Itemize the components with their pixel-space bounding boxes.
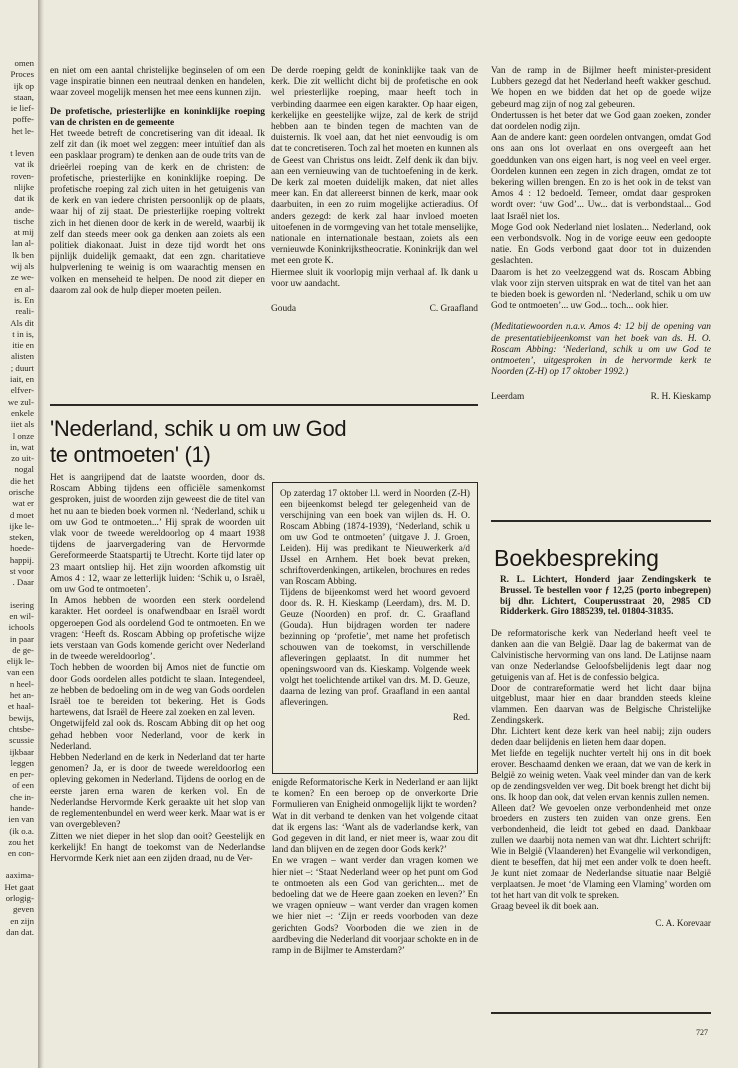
strip-fragment: ijkbaar — [9, 746, 34, 757]
col2-signature-name: C. Graafland — [429, 304, 478, 315]
article-a-para-3: Toch hebben de woorden bij Amos niet de functie om door Gods oordelen alles potdicht te slaan. Integendeel, ze hebben de bedoeling om in de weg van Gods oordelen Israël toe te bereiden tot bekering. Het is Gods hartewens, dat Israël de Heere zal zoeken en zal leven. — [50, 663, 265, 719]
strip-fragment — [0, 137, 34, 148]
article-column-a — [50, 473, 265, 1028]
strip-fragment: poffe- — [12, 114, 34, 125]
article-a-para-6: Zitten we niet dieper in het slop dan ooit? Geestelijk en kerkelijk! En hangt de toekomst van de Nederlandse Hervormde Kerk niet aan een zijden draad, nu de Ver- — [50, 831, 265, 864]
strip-fragment: bewijs, — [8, 712, 34, 723]
review-column — [491, 628, 711, 1008]
strip-fragment: elijk le- — [6, 656, 34, 667]
strip-fragment: aaxima- — [5, 870, 34, 881]
strip-fragment: Proces — [10, 69, 34, 80]
strip-fragment: at mij — [13, 227, 34, 238]
strip-fragment: d moet — [9, 509, 34, 520]
article-b-para-2: Wat in dit verband te denken van het volgende citaat dat ik ergens las: ‘Want als de vaderlandse kerk, van God gegeven in dit land, er niet meer is, waar zou dit land dan blijven en de zegen door Gods kerk?’ — [272, 811, 478, 856]
strip-fragment: chtsbe- — [8, 723, 34, 734]
strip-fragment — [0, 859, 34, 870]
strip-fragment: scussie — [9, 735, 34, 746]
strip-fragment: en con- — [7, 848, 34, 859]
column-1 — [50, 66, 265, 402]
article-divider — [50, 404, 478, 406]
page-number: 727 — [696, 1028, 708, 1037]
strip-fragment: het an- — [9, 690, 34, 701]
col3-signature-name: R. H. Kieskamp — [650, 392, 711, 403]
strip-fragment: alisten — [11, 351, 34, 362]
strip-fragment: we zul- — [7, 396, 34, 407]
strip-fragment: isering — [10, 599, 34, 610]
strip-fragment: omen — [14, 58, 34, 68]
article-b-para-3: En we vragen – want verder dan vragen komen we hier niet –: ‘Staat Nederland weer op het punt om God te ontmoeten als een God van gerichten... met de bedoeling dat we de Heere gaan zoeken en leven?’ En we vragen opnieuw – want verder dan vragen komen we hier niet –: ‘Zijn er reeds voorboden van deze gerichten Gods? Voorboden die we zien in de aardbeving die Nederland dit voorjaar schokte en in de ramp in de Bijlmer te Amsterdam?’ — [272, 856, 478, 957]
col1-paragraph-1: en niet om een aantal christelijke beginselen of om een vage inspiratie binnen een neutraal denken en handelen, waar zoveel mogelijk mensen het mee eens kunnen zijn. — [50, 66, 265, 99]
article-body-b — [272, 778, 478, 957]
col3-paragraph-5: Daarom is het zo veelzeggend wat ds. Roscam Abbing vlak voor zijn sterven uitsprak en wat de titel van het aan te bieden boek is geworden nl. ‘Nederland, schik u om uw God te ontmoeten’... uw God... toch... ook hier. — [491, 267, 711, 312]
intro-box-paragraph-1: Op zaterdag 17 oktober l.l. werd in Noorden (Z-H) een bijeenkomst belegd ter gelegenheid van de verschijning van een boek van wijlen ds. H. O. Roscam Abbing (1874-1939), ‘Nederland, schik u om uw God te ontmoeten’ (uitgave J. J. Groen, Leiden). Hij was predikant te Nieuwerkerk a/d IJssel en Arnhem. Het boek bevat preken, schriftoverdenkingen, artikelen, brochures en redes van Roscam Abbing. — [280, 488, 470, 586]
strip-fragment: l onze — [12, 430, 34, 441]
review-para-2: Door de contrareformatie werd het licht daar bijna uitgeblust, maar hier en daar brandden steeds kleine vlammen. Een daarvan was de Belgische Christelijke Zendingskerk. — [491, 682, 711, 726]
col2-signature — [271, 304, 478, 315]
strip-fragment: steken, — [9, 532, 34, 543]
strip-fragment: en per- — [9, 769, 34, 780]
review-divider — [491, 520, 711, 522]
review-bottom-rule — [491, 1012, 711, 1014]
strip-fragment: dat ik — [14, 193, 34, 204]
strip-fragment: vat ik — [14, 159, 34, 170]
article-b-para-1: enigde Reformatorische Kerk in Nederland er aan lijkt te komen? En een beroep op de onverkorte Drie Formulieren van Enigheid onmogelijk lijkt te worden? — [272, 778, 478, 811]
strip-fragment — [0, 589, 34, 600]
col3-paragraph-3: Aan de andere kant: geen oordelen ontvangen, omdat God ons aan ons lot overlaat en ons overgeeft aan het goeddunken van ons eigen hart, is nog veel en veel erger. Oordelen kunnen een zegen in zich dragen, omdat ze tot bekering willen brengen. En zo is het ook in de tekst van Amos 4 : 12 bedoeld. Temeer, omdat daar gesproken wordt over: ‘uw God’... Uw... dat is verbondstaal... God laat Israël niet los. — [491, 133, 711, 222]
col3-paragraph-1: Van de ramp in de Bijlmer heeft minister-president Lubbers gezegd dat het Nederland heeft wakker geschud. We hopen en we bidden dat het op de goede wijze gebeurd mag zijn of nog zal gebeuren. — [491, 66, 711, 110]
strip-fragment: tische — [13, 215, 34, 226]
strip-fragment: leggen — [10, 757, 34, 768]
strip-fragment: roven- — [11, 170, 34, 181]
col2-paragraph-1: De derde roeping geldt de koninklijke taak van de kerk. Die zit wellicht dicht bij de profetische en ook wel priesterlijke roeping, maar heeft toch in verbinding daarmee een eigen karakter. Op haar eigen, kerkelijke en geestelijke wijze, zal de kerk de strijd hebben aan te binden tegen de machten van de duisternis. Ik voel aan, dat het niet eenvoudig is om dat te concretiseren. Toch zal het moeten en kunnen als de Geest van Christus ons leidt. Zelf denk ik dan bijv. aan een vernieuwing van de tuchtoefening in de kerk. De kerk zal moeten duidelijk maken, dat niet alles meer kan. En dat allereerst binnen de kerk, maar ook daarbuiten, in een zo ruim mogelijke actieradius. Of anders gezegd: de kerk zal haar invloed moeten uitoefenen in de vormgeving van het totale menselijke, nationale en internationale bestaan, zoiets als een vernieuwde Koninkrijkstheocratie. Koninkrijk dan wel met een grote K. — [271, 66, 478, 267]
review-para-6: Graag beveel ik dit boek aan. — [491, 900, 599, 911]
page-fold-shadow — [38, 0, 44, 1068]
strip-fragment: en zijn — [10, 915, 34, 926]
strip-fragment: van een — [6, 667, 34, 678]
strip-fragment: et haal- — [7, 701, 34, 712]
article-headline: 'Nederland, schik u om uw God te ontmoeten' (1) — [50, 416, 347, 467]
strip-fragment: Als dit — [10, 317, 34, 328]
strip-fragment: iait, en — [10, 374, 34, 385]
strip-fragment: nogal — [14, 464, 34, 475]
strip-fragment: che in- — [9, 791, 34, 802]
strip-fragment: zou het — [8, 836, 34, 847]
review-header — [500, 574, 711, 624]
article-a-para-2: In Amos hebben de woorden een sterk oordelend karakter. Het oordeel is onafwendbaar en Israël wordt opgeroepen God als oordelend God te ontmoeten. En we vragen: ‘Heeft ds. Roscam Abbing op profetische wijze iets verstaan van Gods komende gericht over Nederland in de tweede wereldoorlog’. — [50, 596, 265, 663]
strip-fragment: lan al- — [11, 238, 34, 249]
strip-fragment: happij. — [9, 554, 34, 565]
intro-box-signature: Red. — [452, 712, 470, 722]
col2-signature-place: Gouda — [271, 304, 296, 315]
intro-box — [272, 482, 478, 774]
strip-fragment: hoede- — [10, 543, 34, 554]
review-para-5: Alleen dat? We gevoelen onze verbondenheid met onze broeders en zusters ten zuiden van onze grens. Een verbondenheid, die leidt tot gebed en daad. Dankbaar zullen we daarbij nota nemen van wat dhr. Lichtert schrijft: Wie in België (Vlaanderen) het Evangelie wil verkondigen, dient te beseffen, dat hij met een ander volk te doen heeft. Je kunt niet zomaar de Nederlandse situatie naar België verplaatsen. Je moet ‘de Vlaming een Vlaming’ worden om tot het hart van dit volk te spreken. — [491, 802, 711, 900]
article-body-a — [50, 473, 265, 865]
review-body — [491, 628, 711, 912]
strip-fragment: en al- — [14, 283, 34, 294]
review-signature: C. A. Korevaar — [655, 917, 711, 928]
col3-signature — [491, 392, 711, 403]
review-para-3: Dhr. Lichtert kent deze kerk van heel nabij; zijn ouders deden daar belijdenis en lieten hem daar dopen. — [491, 726, 711, 748]
strip-fragment: het le- — [11, 125, 34, 136]
review-para-1: De reformatorische kerk van Nederland heeft veel te danken aan die van België. Daar lag de bakermat van de Calvinistische hervorming van ons land. De Latijnse naam van onze Nederlandse Geloofsbelijdenis legt daar nog getuigenis van af. Het is de confessio belgica. — [491, 628, 711, 682]
strip-fragment: ze we- — [10, 272, 34, 283]
strip-fragment: reali- — [15, 306, 34, 317]
col2-paragraph-2: Hiermee sluit ik voorlopig mijn verhaal af. Ik dank u voor uw aandacht. — [271, 267, 478, 289]
strip-fragment: t leven — [10, 148, 34, 159]
article-a-para-4: Ongetwijfeld zal ook ds. Roscam Abbing dit op het oog gehad hebben voor Nederland, voor de kerk in Nederland. — [50, 719, 265, 752]
strip-fragment: t in is, — [12, 328, 34, 339]
strip-fragment: geven — [12, 904, 34, 915]
strip-fragment: is. En — [13, 294, 34, 305]
col1-subheading: De profetische, priesterlijke en koninklijke roeping van de christen en de gemeente — [50, 106, 265, 128]
col3-paragraph-2: Ondertussen is het beter dat we God gaan zoeken, zonder dat oordelen nodig zijn. — [491, 110, 711, 133]
strip-fragment: wat er — [12, 498, 34, 509]
review-book-details: R. L. Lichtert, Honderd jaar Zendingskerk te Brussel. Te bestellen voor ƒ 12,25 (porto inbegrepen) bij dhr. Lichtert, Couperusstraat 20, 2985 CD Ridderkerk. Giro 1885239, tel. 01804-31835. — [500, 574, 711, 617]
column-3 — [491, 66, 711, 516]
previous-page-strip — [0, 58, 34, 1058]
strip-fragment: die het — [10, 475, 34, 486]
strip-fragment: ichools — [8, 622, 34, 633]
strip-fragment: nlijke — [13, 181, 34, 192]
strip-fragment: dan dat. — [6, 926, 34, 937]
strip-fragment: ien van — [8, 814, 34, 825]
strip-fragment: ijk op — [13, 80, 34, 91]
strip-fragment: orlogig- — [5, 893, 34, 904]
strip-fragment: ande- — [14, 204, 34, 215]
strip-fragment: in paar — [9, 633, 34, 644]
strip-fragment: iiet als — [10, 419, 34, 430]
strip-fragment: hande- — [10, 803, 34, 813]
intro-box-paragraph-2: Tijdens de bijeenkomst werd het woord gevoerd door ds. R. H. Kieskamp (Leerdam), drs. M. D. Geuze (Noorden) en prof. dr. C. Graafland (Gouda). Hun bijdragen worden ter nadere bezinning op ‘profetie’, met name het profetisch schouwen van de toekomst, in verschillende afleveringen geplaatst. In dit nummer het openingswoord van ds. Kieskamp. Volgende week volgt het toelichtende artikel van drs. M. D. Geuze, daarna de lezing van prof. Graafland in een aantal afleveringen. — [280, 587, 470, 707]
strip-fragment: Het gaat — [4, 881, 34, 892]
strip-fragment: de ge- — [12, 644, 34, 655]
strip-fragment: of een — [12, 780, 34, 791]
strip-fragment: en wil- — [9, 610, 34, 621]
col3-paragraph-4: Moge God ook Nederland niet loslaten... Nederland, ook een verbondsvolk. Nog in de vorige eeuw een gedoopte natie. En Gods verbond gaat door tot in duizenden geslachten. — [491, 222, 711, 267]
strip-fragment: orische — [8, 486, 34, 497]
strip-fragment: elfver- — [10, 385, 34, 396]
strip-fragment: n heel- — [9, 678, 34, 689]
strip-fragment: ; duurt — [10, 362, 34, 373]
strip-fragment: staan, — [13, 91, 34, 102]
strip-fragment: lk ben — [12, 249, 34, 260]
article-a-para-5: Hebben Nederland en de kerk in Nederland dat ter harte genomen? Ja, er is door de tweede wereldoorlog een opleving gekomen in Nederland. Tijdens de oorlog en de eerste jaren erna waren de kerken vol. En de Nederlandse Hervormde Kerk geraakte uit het slop van de reglementenbundel en werd weer kerk. Maar wat is er van overgebleven? — [50, 753, 265, 831]
strip-fragment: enkele — [11, 407, 34, 418]
article-column-b — [272, 778, 478, 1028]
strip-fragment: itie en — [12, 340, 34, 351]
strip-fragment: . Daar — [12, 577, 34, 588]
strip-fragment: ie lief- — [10, 103, 34, 114]
col3-signature-place: Leerdam — [491, 392, 525, 403]
review-para-4: Met liefde en tegelijk nuchter vertelt hij ons in dit boek erover. Beschaamd denken we eraan, dat we van de kerk in België zo weinig weten. Vaak veel minder dan van de kerk op de zendingsvelden ver weg. Dit boek brengt het dicht bij ons. Ik hoop dan ook, dat velen ervan kennis zullen nemen. — [491, 747, 711, 802]
strip-fragment: zo uit- — [11, 453, 34, 464]
strip-fragment: st voor — [9, 566, 34, 577]
col3-source-note: (Meditatiewoorden n.a.v. Amos 4: 12 bij de opening van de presentatiebijeenkomst van het boek van ds. H. O. Roscam Abbing: ‘Nederland, schik u om uw God te ontmoeten’, uitgesproken in de hervormde kerk te Noorden (Z-H) op 17 oktober 1992.) — [491, 322, 711, 378]
strip-fragment: wij als — [10, 261, 34, 272]
article-a-para-1: Het is aangrijpend dat de laatste woorden, door ds. Roscam Abbing tijdens een officiële samenkomst gesproken, juist de woorden zijn geweest die de titel van het nu aan te bieden boek vormen nl. ‘Nederland, schik u om uw God te ontmoeten...’ Hij sprak de woorden uit vlak voor de tweede wereldoorlog op 4 maart 1938 tijdens de jaarvergadering van de Hervormde Gereformeerde Staatspartij te Utrecht. Korte tijd later op 23 maart ontsliep hij. Het zijn woorden afkomstig uit Amos 4 : 12, waar ze letterlijk luiden: ‘Schik u, o Israël, om uw God te ontmoeten’. — [50, 473, 265, 596]
review-title: Boekbespreking — [494, 545, 659, 571]
col1-paragraph-2: Het tweede betreft de concretisering van dit ideaal. Ik zelf zit dan (ik moet wel zeggen: meer intuïtief dan als een pasklaar program) te denken aan de oude trits van de drieërlei roeping van de kerk en de christen: de profetische, priesterlijke en koninklijke roeping. De profetische roeping zal zich uiten in het getuigenis van de kerk en van iedere christen persoonlijk op de plaats, waar hij of zij staat. De priesterlijke roeping voltrekt zich in het dienen door de kerk in de wereld, waarbij ik zelf dan steeds meer ook ga denken aan zoiets als een politiek diakonaat. Juist in deze tijd wordt het ons pijnlijk duidelijk gemaakt, dat een zgn. charitatieve hulpverlening te weinig is om waarachtig mensen en volken en menseheid te helpen. De nood zit dieper en daarom zal ook de hulp dieper moeten peilen. — [50, 129, 265, 296]
column-2 — [271, 66, 478, 402]
strip-fragment: in, wat — [10, 441, 34, 452]
strip-fragment: (ik o.a. — [9, 825, 34, 836]
strip-fragment: ijke le- — [9, 520, 34, 531]
